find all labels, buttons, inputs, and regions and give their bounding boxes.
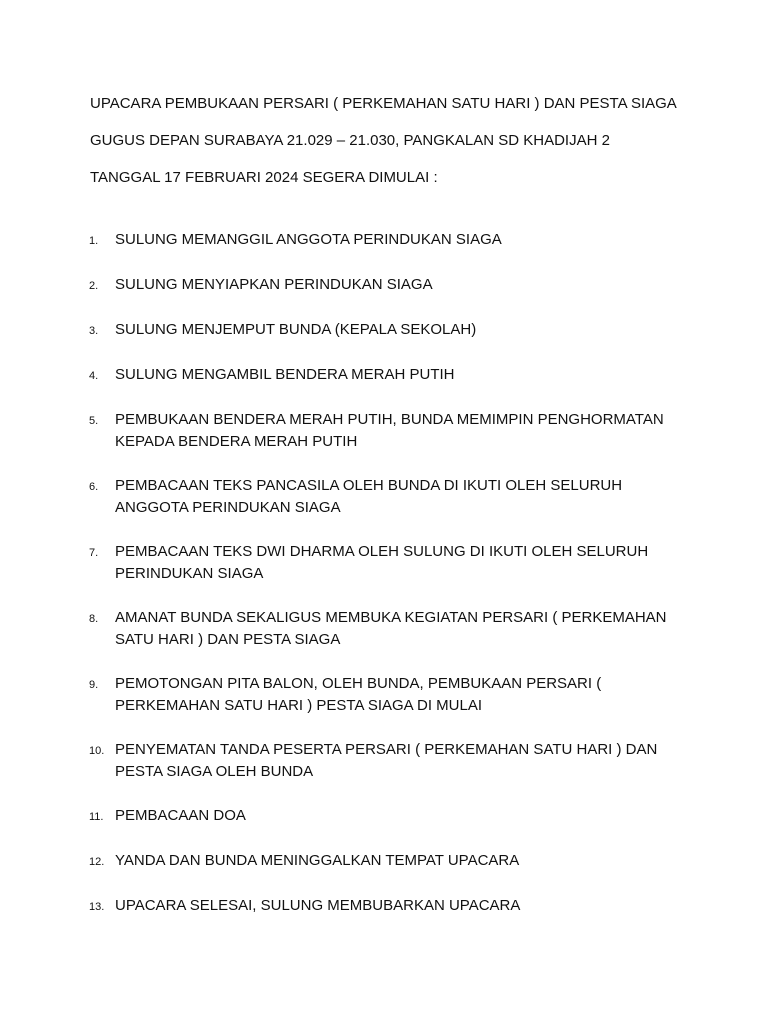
item-text: PEMBACAAN DOA [115,807,246,824]
item-text: UPACARA SELESAI, SULUNG MEMBUBARKAN UPACARA [115,897,521,914]
item-text: PENYEMATAN TANDA PESERTA PERSARI ( PERKEMAHAN SATU HARI ) DAN PESTA SIAGA OLEH BUNDA [115,741,658,780]
list-item [84,364,684,387]
document-header [90,93,730,204]
item-text: AMANAT BUNDA SEKALIGUS MEMBUKA KEGIATAN PERSARI ( PERKEMAHAN SATU HARI ) DAN PESTA SIAGA [115,609,667,648]
item-number: 9. [89,679,99,691]
agenda-list [84,229,684,940]
list-item [84,850,684,873]
item-number: 4. [89,370,99,382]
item-text: SULUNG MENYIAPKAN PERINDUKAN SIAGA [115,276,433,293]
list-item [84,229,684,252]
item-text: SULUNG MEMANGGIL ANGGOTA PERINDUKAN SIAGA [115,231,502,248]
item-number: 1. [89,235,99,247]
item-number: 11. [89,811,104,823]
item-number: 5. [89,415,99,427]
list-item [84,895,684,918]
item-number: 13. [89,901,105,913]
list-item [84,805,684,828]
item-text: PEMBUKAAN BENDERA MERAH PUTIH, BUNDA MEMIMPIN PENGHORMATAN KEPADA BENDERA MERAH PUTIH [115,411,664,450]
item-number: 2. [89,280,99,292]
list-item [84,475,684,519]
item-number: 10. [89,745,105,757]
item-number: 7. [89,547,99,559]
list-item [84,739,684,783]
item-text: SULUNG MENGAMBIL BENDERA MERAH PUTIH [115,366,455,383]
item-text: SULUNG MENJEMPUT BUNDA (KEPALA SEKOLAH) [115,321,477,338]
item-number: 6. [89,481,99,493]
list-item [84,409,684,453]
item-text: PEMBACAAN TEKS DWI DHARMA OLEH SULUNG DI IKUTI OLEH SELURUH PERINDUKAN SIAGA [115,543,649,582]
item-number: 3. [89,325,99,337]
list-item [84,673,684,717]
item-text: PEMOTONGAN PITA BALON, OLEH BUNDA, PEMBUKAAN PERSARI ( PERKEMAHAN SATU HARI ) PESTA SIAGA DI MULAI [115,675,602,714]
list-item [84,274,684,297]
item-number: 8. [89,613,99,625]
list-item [84,607,684,651]
header-line-2: GUGUS DEPAN SURABAYA 21.029 – 21.030, PANGKALAN SD KHADIJAH 2 [90,132,610,149]
header-line-1: UPACARA PEMBUKAAN PERSARI ( PERKEMAHAN SATU HARI ) DAN PESTA SIAGA [90,95,677,112]
list-item [84,541,684,585]
item-text: PEMBACAAN TEKS PANCASILA OLEH BUNDA DI IKUTI OLEH SELURUH ANGGOTA PERINDUKAN SIAGA [115,477,623,516]
header-line-3: TANGGAL 17 FEBRUARI 2024 SEGERA DIMULAI : [90,169,438,186]
item-number: 12. [89,856,105,868]
list-item [84,319,684,342]
item-text: YANDA DAN BUNDA MENINGGALKAN TEMPAT UPACARA [115,852,520,869]
